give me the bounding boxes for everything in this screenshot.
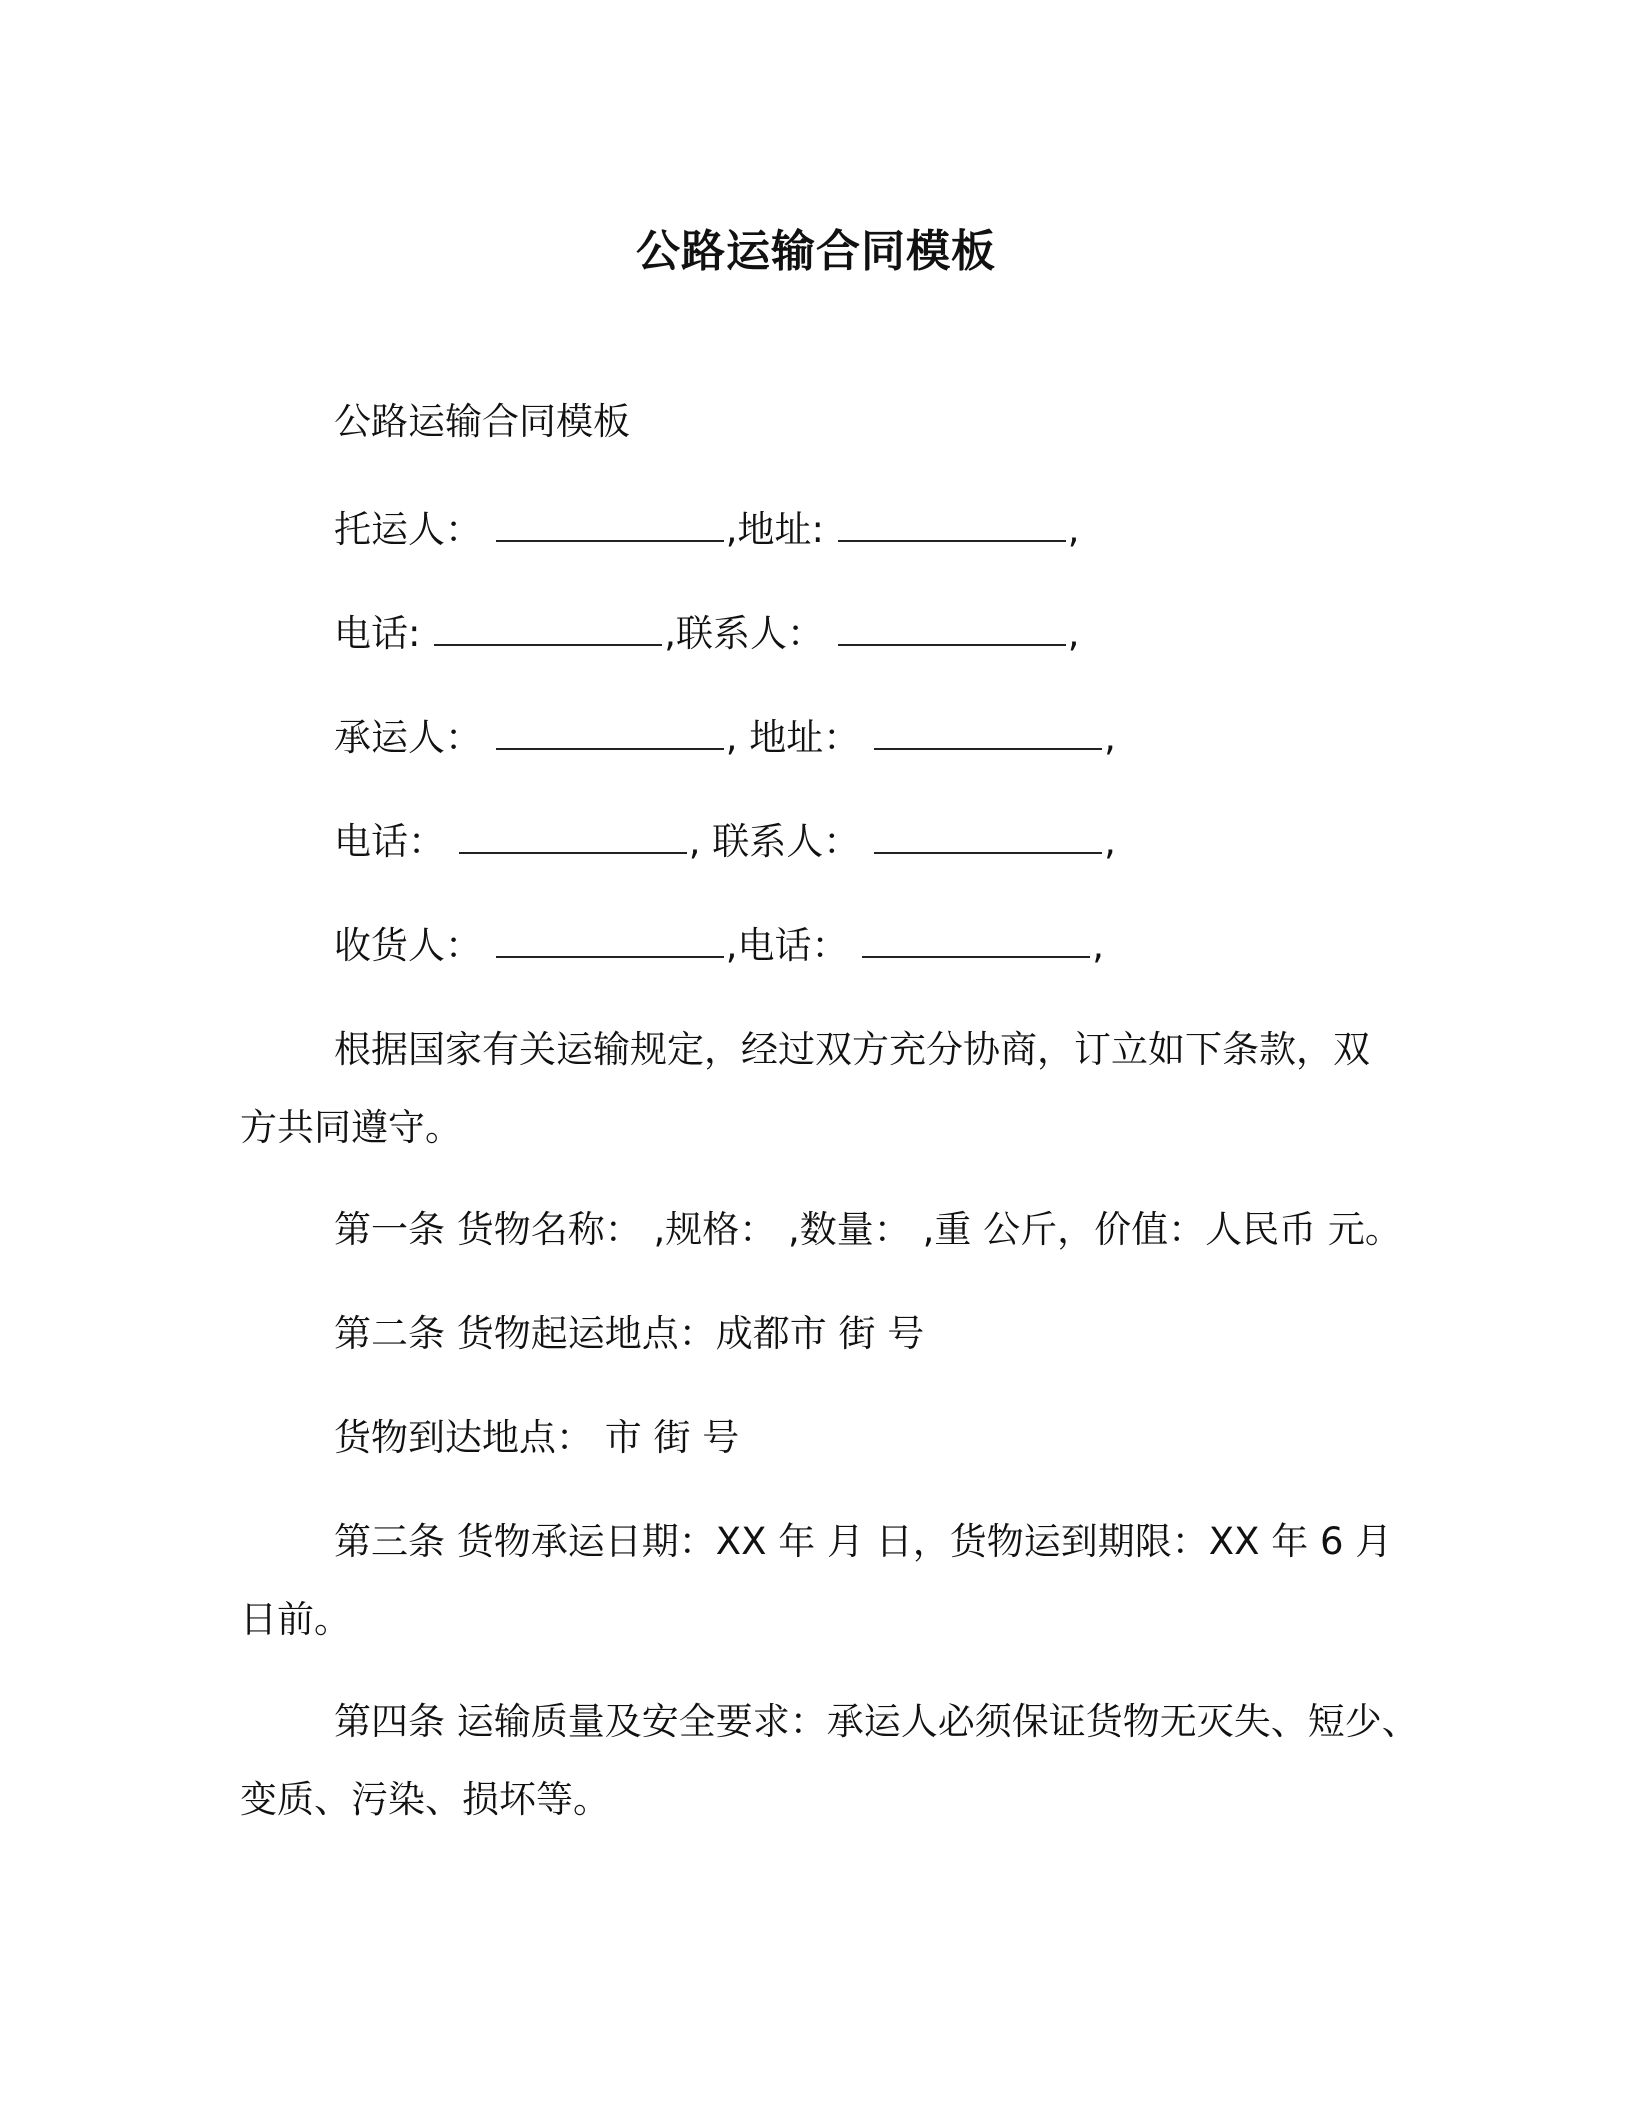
article-3-line-1: 第三条 货物承运日期：XX 年 月 日，货物运到期限：XX 年 6 月 (334, 1520, 1393, 1563)
shipper-phone-blank (434, 612, 662, 646)
consignee-phone-label: ,电话： (725, 924, 849, 967)
line-end: , (1092, 924, 1105, 967)
shipper-name-blank (496, 508, 724, 542)
document-title: 公路运输合同模板 (636, 226, 996, 277)
article-4-line-2: 变质、污染、损坏等。 (240, 1778, 610, 1821)
carrier-phone-blank (459, 820, 687, 854)
article-1: 第一条 货物名称： ,规格： ,数量： ,重 公斤，价值：人民币 元。 (334, 1208, 1402, 1251)
carrier-address-blank (874, 716, 1102, 750)
line-end: , (1104, 820, 1116, 863)
article-4-line-1: 第四条 运输质量及安全要求：承运人必须保证货物无灭失、短少、 (334, 1700, 1419, 1743)
shipper-label: 托运人： (334, 508, 482, 551)
consignee-line (334, 922, 1104, 970)
carrier-name-blank (496, 716, 724, 750)
article-3-line-2: 日前。 (240, 1598, 351, 1641)
line-end: , (1104, 716, 1116, 759)
shipper-phone-label: 电话: (334, 612, 421, 655)
consignee-phone-blank (862, 924, 1090, 958)
document-subtitle: 公路运输合同模板 (334, 400, 630, 443)
carrier-line (334, 714, 1116, 762)
article-2: 第二条 货物起运地点：成都市 街 号 (334, 1312, 925, 1355)
carrier-phone-label: 电话： (334, 820, 445, 863)
line-end: , (1067, 508, 1080, 551)
article-2-destination: 货物到达地点： 市 街 号 (334, 1416, 740, 1459)
shipper-line (334, 506, 1080, 554)
consignee-label: 收货人： (334, 924, 482, 967)
consignee-name-blank (496, 924, 724, 958)
line-end: , (1067, 612, 1080, 655)
shipper-contact-label: ,联系人： (664, 612, 824, 655)
carrier-contact-blank (874, 820, 1102, 854)
shipper-address-blank (838, 508, 1066, 542)
preamble-line-1: 根据国家有关运输规定，经过双方充分协商，订立如下条款，双 (334, 1028, 1370, 1071)
carrier-address-label: , 地址： (725, 716, 861, 759)
carrier-contact-label: , 联系人： (688, 820, 861, 863)
carrier-phone-line (334, 818, 1116, 866)
shipper-phone-line (334, 610, 1080, 658)
carrier-label: 承运人： (334, 716, 482, 759)
shipper-address-label: ,地址: (725, 508, 824, 551)
shipper-contact-blank (838, 612, 1066, 646)
preamble-line-2: 方共同遵守。 (240, 1106, 462, 1149)
